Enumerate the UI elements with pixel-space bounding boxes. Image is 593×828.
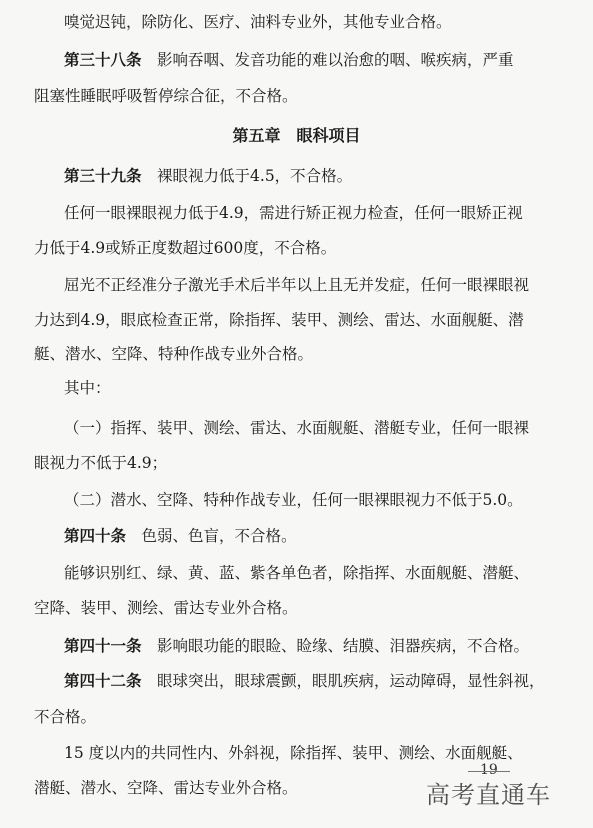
- article-41: [64, 636, 529, 656]
- article-38: [64, 50, 514, 70]
- article-text: 影响眼功能的眼睑、睑缘、结膜、泪器疾病，不合格。: [157, 637, 530, 655]
- text-line: 力低于4.9或矫正度数超过600度，不合格。: [34, 239, 337, 257]
- article-40: [64, 526, 297, 546]
- text-line: （一）指挥、装甲、测绘、雷达、水面舰艇、潜艇专业，任何一眼裸: [64, 419, 530, 437]
- page-number: 19: [480, 762, 498, 778]
- article-39: [64, 166, 352, 186]
- article-text: 影响吞咽、发音功能的难以治愈的咽、喉疾病，严重: [157, 51, 514, 69]
- article-text: 眼球突出，眼球震颤，眼肌疾病，运动障碍，显性斜视，: [157, 672, 545, 690]
- article-heading: 第四十二条: [64, 672, 142, 690]
- text-line: 嗅觉迟钝，除防化、医疗、油料专业外，其他专业合格。: [64, 13, 452, 31]
- text-line: （二）潜水、空降、特种作战专业，任何一眼裸眼视力不低于5.0。: [64, 491, 523, 509]
- text-line: 其中：: [64, 379, 111, 397]
- text-line: 阻塞性睡眠呼吸暂停综合征，不合格。: [34, 87, 298, 105]
- text-line: 力达到4.9，眼底检查正常，除指挥、装甲、测绘、雷达、水面舰艇、潜: [34, 311, 524, 329]
- watermark: 高考直通车: [426, 781, 551, 809]
- text-line: 任何一眼裸眼视力低于4.9，需进行矫正视力检查，任何一眼矫正视: [64, 204, 523, 222]
- text-line: 屈光不正经准分子激光手术后半年以上且无并发症，任何一眼裸眼视: [64, 276, 530, 294]
- article-heading: 第三十八条: [64, 51, 142, 69]
- article-heading: 第四十一条: [64, 637, 142, 655]
- article-text: 色弱、色盲，不合格。: [141, 527, 297, 545]
- article-text: 裸眼视力低于4.5，不合格。: [157, 167, 353, 185]
- article-heading: 第四十条: [64, 527, 127, 545]
- text-line: 能够识别红、绿、黄、蓝、紫各单色者，除指挥、水面舰艇、潜艇、: [64, 564, 530, 582]
- text-line: 潜艇、潜水、空降、雷达专业外合格。: [34, 779, 298, 797]
- text-line: 不合格。: [34, 708, 97, 726]
- text-line: 艇、潜水、空降、特种作战专业外合格。: [34, 345, 314, 363]
- chapter-title: 第五章 眼科项目: [232, 126, 361, 145]
- text-line: 15 度以内的共同性内、外斜视，除指挥、装甲、测绘、水面舰艇、: [64, 744, 523, 762]
- article-42: [64, 671, 545, 691]
- text-line: 空降、装甲、测绘、雷达专业外合格。: [34, 599, 298, 617]
- text-line: 眼视力不低于4.9；: [34, 454, 168, 472]
- article-heading: 第三十九条: [64, 167, 142, 185]
